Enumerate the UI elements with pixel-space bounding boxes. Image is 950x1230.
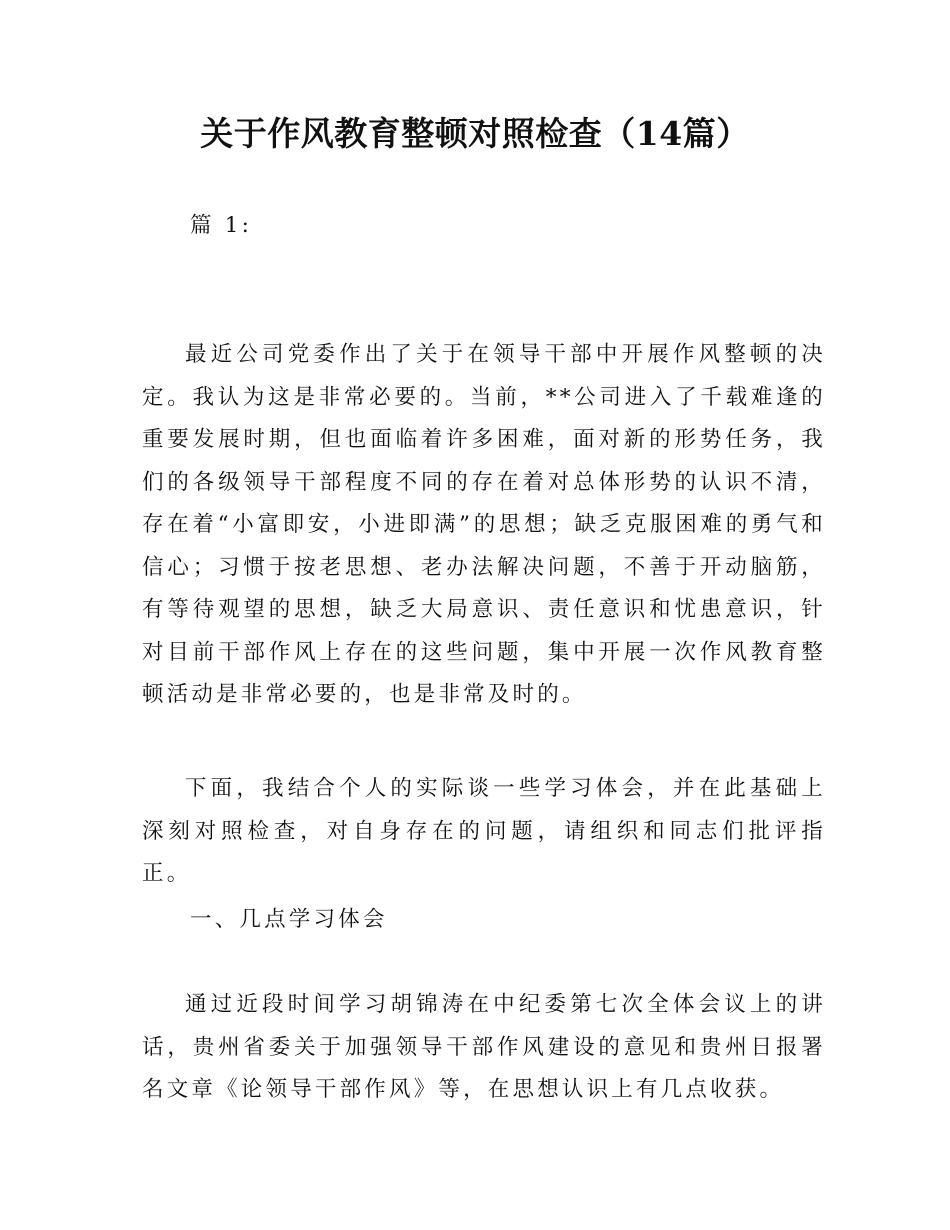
paragraph-intro: 最近公司党委作出了关于在领导干部中开展作风整顿的决定。我认为这是非常必要的。当前，**公司进入了千载难逢的重要发展时期，但也面临着许多困难，面对新的形势任务，我们的各级领导干部程度不同的存在着对总体形势的认识不清，存在着“小富即安，小进即满”的思想；缺乏克服困难的勇气和信心；习惯于按老思想、老办法解决问题，不善于开动脑筋，有等待观望的思想，缺乏大局意识、责任意识和忧患意识，针对目前干部作风上存在的这些问题，集中开展一次作风教育整顿活动是非常必要的，也是非常及时的。 [142,342,826,707]
section-label: 篇 1: [190,213,253,238]
paragraph-study: 通过近段时间学习胡锦涛在中纪委第七次全体会议上的讲话，贵州省委关于加强领导干部作风建设的意见和贵州日报署名文章《论领导干部作风》等，在思想认识上有几点收获。 [142,992,826,1102]
paragraph-transition: 下面，我结合个人的实际谈一些学习体会，并在此基础上深刻对照检查，对自身存在的问题，请组织和同志们批评指正。 [142,776,826,886]
section-heading-learning: 一、几点学习体会 [190,907,388,932]
document-title: 关于作风教育整顿对照检查（14篇） [200,114,750,153]
